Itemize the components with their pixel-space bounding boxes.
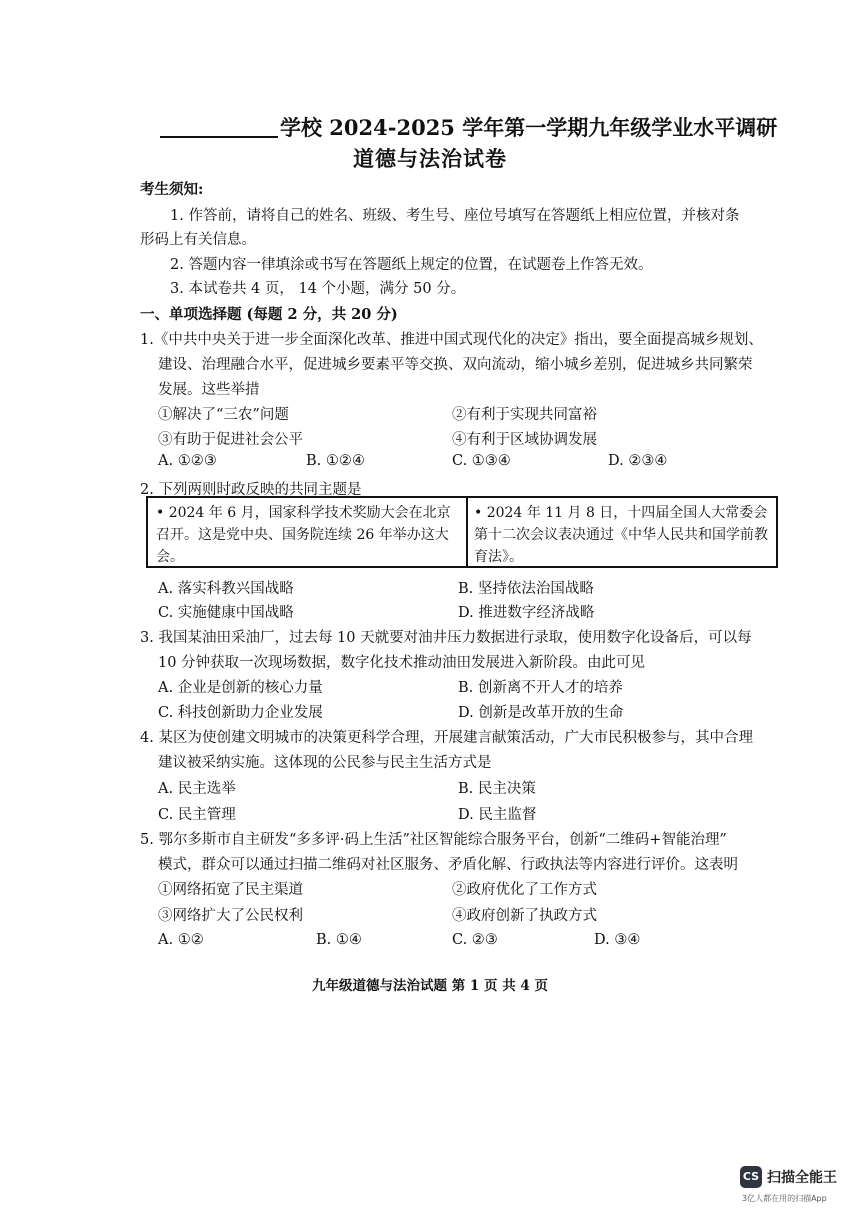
q4-option-c: C. 民主管理 xyxy=(158,807,236,823)
q1-stem-line1: 1.《中共中央关于进一步全面深化改革、推进中国式现代化的决定》指出，要全面提高城乡规划、 xyxy=(140,332,763,348)
q2-news-box xyxy=(146,496,778,568)
q1-option-a: A. ①②③ xyxy=(158,453,217,469)
q2-stem: 2. 下列两则时政反映的共同主题是 xyxy=(140,482,362,498)
q4-stem-line1: 4. 某区为使创建文明城市的决策更科学合理，开展建言献策活动，广大市民积极参与，其中合理 xyxy=(140,730,753,746)
q2-option-c: C. 实施健康中国战略 xyxy=(158,605,294,621)
watermark-tagline: 3亿人都在用的扫描App xyxy=(742,1194,827,1203)
q4-stem-line2: 建议被采纳实施。这体现的公民参与民主生活方式是 xyxy=(158,755,492,771)
q2-option-d: D. 推进数字经济战略 xyxy=(458,605,595,621)
q4-option-a: A. 民主选举 xyxy=(158,781,236,797)
q3-stem-line2: 10 分钟获取一次现场数据，数字化技术推动油田发展进入新阶段。由此可见 xyxy=(158,655,646,671)
q1-stem-line2: 建设、治理融合水平，促进城乡要素平等交换、双向流动，缩小城乡差别，促进城乡共同繁荣 xyxy=(158,357,753,373)
subject-title: 道德与法治试卷 xyxy=(353,146,507,171)
camscanner-logo-icon: CS xyxy=(740,1166,762,1188)
q2-news-right: • 2024 年 11 月 8 日，十四届全国人大常委会第十二次会议表决通过《中华人民共和国学前教育法》。 xyxy=(474,505,768,565)
q5-stem-line1: 5. 鄂尔多斯市自主研发“多多评·码上生活”社区智能综合服务平台，创新“二维码+智能治理” xyxy=(140,832,727,848)
q5-option-a: A. ①② xyxy=(158,932,204,948)
q1-option-c: C. ①③④ xyxy=(452,453,511,469)
q2-news-divider xyxy=(466,498,468,566)
q5-statement-4: ④政府创新了执政方式 xyxy=(452,908,597,924)
exam-title xyxy=(160,112,800,142)
q3-option-d: D. 创新是改革开放的生命 xyxy=(458,705,624,721)
notice-line-3: 3. 本试卷共 4 页， 14 个小题，满分 50 分。 xyxy=(170,281,466,297)
scanner-watermark xyxy=(740,1166,850,1206)
q1-option-b: B. ①②④ xyxy=(306,453,365,469)
q4-option-d: D. 民主监督 xyxy=(458,807,537,823)
notice-line-1a: 1. 作答前，请将自己的姓名、班级、考生号、座位号填写在答题纸上相应位置，并核对条 xyxy=(170,208,740,224)
q1-option-d: D. ②③④ xyxy=(608,453,668,469)
q5-statement-1: ①网络拓宽了民主渠道 xyxy=(158,882,303,898)
notice-line-2: 2. 答题内容一律填涂或书写在答题纸上规定的位置，在试题卷上作答无效。 xyxy=(170,257,653,273)
q2-news-left: • 2024 年 6 月，国家科学技术奖励大会在北京召开。这是党中央、国务院连续 26 年举办这大会。 xyxy=(156,505,451,565)
q3-option-a: A. 企业是创新的核心力量 xyxy=(158,680,323,696)
q1-statement-1: ①解决了“三农”问题 xyxy=(158,407,289,423)
q2-option-b: B. 坚持依法治国战略 xyxy=(458,581,594,597)
notice-line-1b: 形码上有关信息。 xyxy=(140,232,256,248)
q1-statement-3: ③有助于促进社会公平 xyxy=(158,432,303,448)
q1-stem-line3: 发展。这些举措 xyxy=(158,382,260,398)
q5-option-d: D. ③④ xyxy=(594,932,641,948)
q3-option-b: B. 创新离不开人才的培养 xyxy=(458,680,623,696)
q5-statement-2: ②政府优化了工作方式 xyxy=(452,882,597,898)
q3-option-c: C. 科技创新助力企业发展 xyxy=(158,705,323,721)
q5-stem-line2: 模式，群众可以通过扫描二维码对社区服务、矛盾化解、行政执法等内容进行评价。这表明 xyxy=(158,857,738,873)
q4-option-b: B. 民主决策 xyxy=(458,781,536,797)
q5-option-b: B. ①④ xyxy=(316,932,362,948)
watermark-app-name: 扫描全能王 xyxy=(767,1170,837,1186)
notice-heading: 考生须知: xyxy=(140,181,204,198)
q2-option-a: A. 落实科教兴国战略 xyxy=(158,581,294,597)
q5-option-c: C. ②③ xyxy=(452,932,498,948)
school-name-blank xyxy=(160,136,278,138)
q5-statement-3: ③网络扩大了公民权利 xyxy=(158,908,303,924)
exam-title-text: 学校 2024-2025 学年第一学期九年级学业水平调研 xyxy=(280,115,778,140)
q1-statement-4: ④有利于区域协调发展 xyxy=(452,432,597,448)
section-heading: 一、单项选择题 (每题 2 分，共 20 分) xyxy=(140,306,398,323)
q1-statement-2: ②有利于实现共同富裕 xyxy=(452,407,597,423)
q3-stem-line1: 3. 我国某油田采油厂，过去每 10 天就要对油井压力数据进行录取，使用数字化设备后，可以每 xyxy=(140,630,752,646)
page-footer: 九年级道德与法治试题 第 1 页 共 4 页 xyxy=(312,978,548,994)
